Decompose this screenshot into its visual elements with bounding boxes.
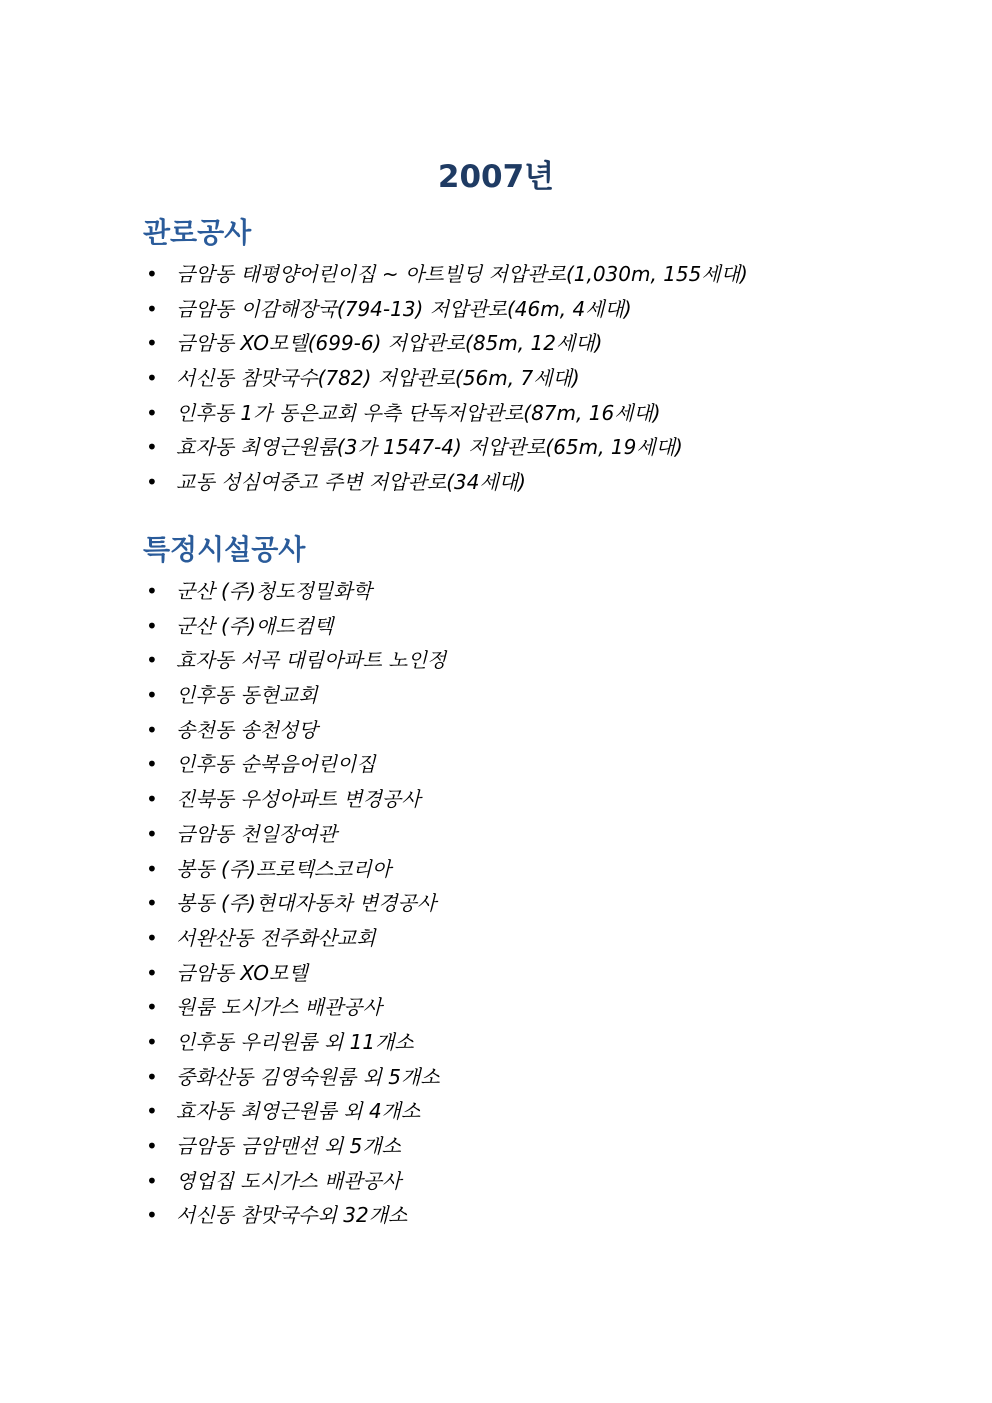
bullet-icon: • (146, 331, 158, 356)
bullet-icon: • (146, 1099, 158, 1124)
list-item-text: 인후동 동현교회 (176, 683, 318, 708)
list-item-text: 인후동 우리원룸 외 11개소 (176, 1029, 414, 1054)
bullet-icon: • (146, 787, 158, 812)
list-item-text: 금암동 이감해장국(794-13) 저압관로(46m, 4세대) (176, 296, 632, 321)
bullet-icon: • (146, 435, 158, 460)
bullet-icon: • (146, 613, 158, 638)
bullet-icon: • (146, 995, 158, 1020)
list-item-text: 인후동 순복음어린이집 (176, 752, 376, 777)
list-item-text: 봉동 (주)현대자동차 변경공사 (176, 891, 437, 916)
bullet-icon: • (146, 648, 158, 673)
list-item-text: 봉동 (주)프로텍스코리아 (176, 856, 392, 881)
list-item-text: 인후동 1가 동은교회 우측 단독저압관로(87m, 16세대) (176, 400, 661, 425)
bullet-icon: • (146, 470, 158, 495)
list-item-text: 효자동 최영근원룸(3가 1547-4) 저압관로(65m, 19세대) (176, 435, 683, 460)
list-item-text: 영업집 도시가스 배관공사 (176, 1168, 402, 1193)
list-item-text: 효자동 최영근원룸 외 4개소 (176, 1099, 421, 1124)
bullet-icon: • (146, 262, 158, 286)
bullet-icon: • (146, 366, 158, 391)
bullet-icon: • (146, 925, 158, 950)
list-item-text: 군산 (주)애드컴텍 (176, 613, 334, 638)
list-item-text: 서신동 참맛국수외 32개소 (176, 1203, 408, 1228)
bullet-icon: • (146, 1203, 158, 1228)
bullet-icon: • (146, 821, 158, 846)
bullet-icon: • (146, 683, 158, 708)
bullet-icon: • (146, 960, 158, 985)
list-item-text: 진북동 우성아파트 변경공사 (176, 787, 421, 812)
bullet-icon: • (146, 856, 158, 881)
bullet-icon: • (146, 1029, 158, 1054)
page-title: 2007년 (437, 159, 555, 195)
list-item-text: 금암동 XO모텔 (176, 960, 308, 985)
bullet-icon: • (146, 579, 158, 603)
list-item-text: 원룸 도시가스 배관공사 (176, 995, 382, 1020)
section-heading: 관로공사 (143, 216, 252, 249)
bullet-icon: • (146, 717, 158, 742)
list-item-text: 효자동 서곡 대림아파트 노인정 (176, 648, 447, 673)
list-item-text: 교동 성심여중고 주변 저압관로(34세대) (176, 470, 526, 495)
bullet-icon: • (146, 891, 158, 916)
bullet-icon: • (146, 1168, 158, 1193)
list-item-text: 금암동 XO모텔(699-6) 저압관로(85m, 12세대) (176, 331, 603, 356)
section-heading: 특정시설공사 (143, 533, 306, 566)
list-item-text: 송천동 송천성당 (176, 717, 318, 742)
list-item-text: 중화산동 김영숙원룸 외 5개소 (176, 1064, 440, 1089)
bullet-icon: • (146, 1134, 158, 1158)
list-item-text: 군산 (주)청도정밀화학 (176, 579, 372, 603)
list-item-text: 금암동 금암맨션 외 5개소 (176, 1134, 401, 1158)
bullet-icon: • (146, 400, 158, 425)
list-item-text: 금암동 태평양어린이집 ~ 아트빌딩 저압관로(1,030m, 155세대) (176, 262, 748, 286)
list-item-text: 금암동 천일장여관 (176, 821, 337, 846)
bullet-icon: • (146, 296, 158, 321)
list-item-text: 서신동 참맛국수(782) 저압관로(56m, 7세대) (176, 366, 580, 391)
bullet-icon: • (146, 752, 158, 777)
bullet-icon: • (146, 1064, 158, 1089)
list-item-text: 서완산동 전주화산교회 (176, 925, 376, 950)
